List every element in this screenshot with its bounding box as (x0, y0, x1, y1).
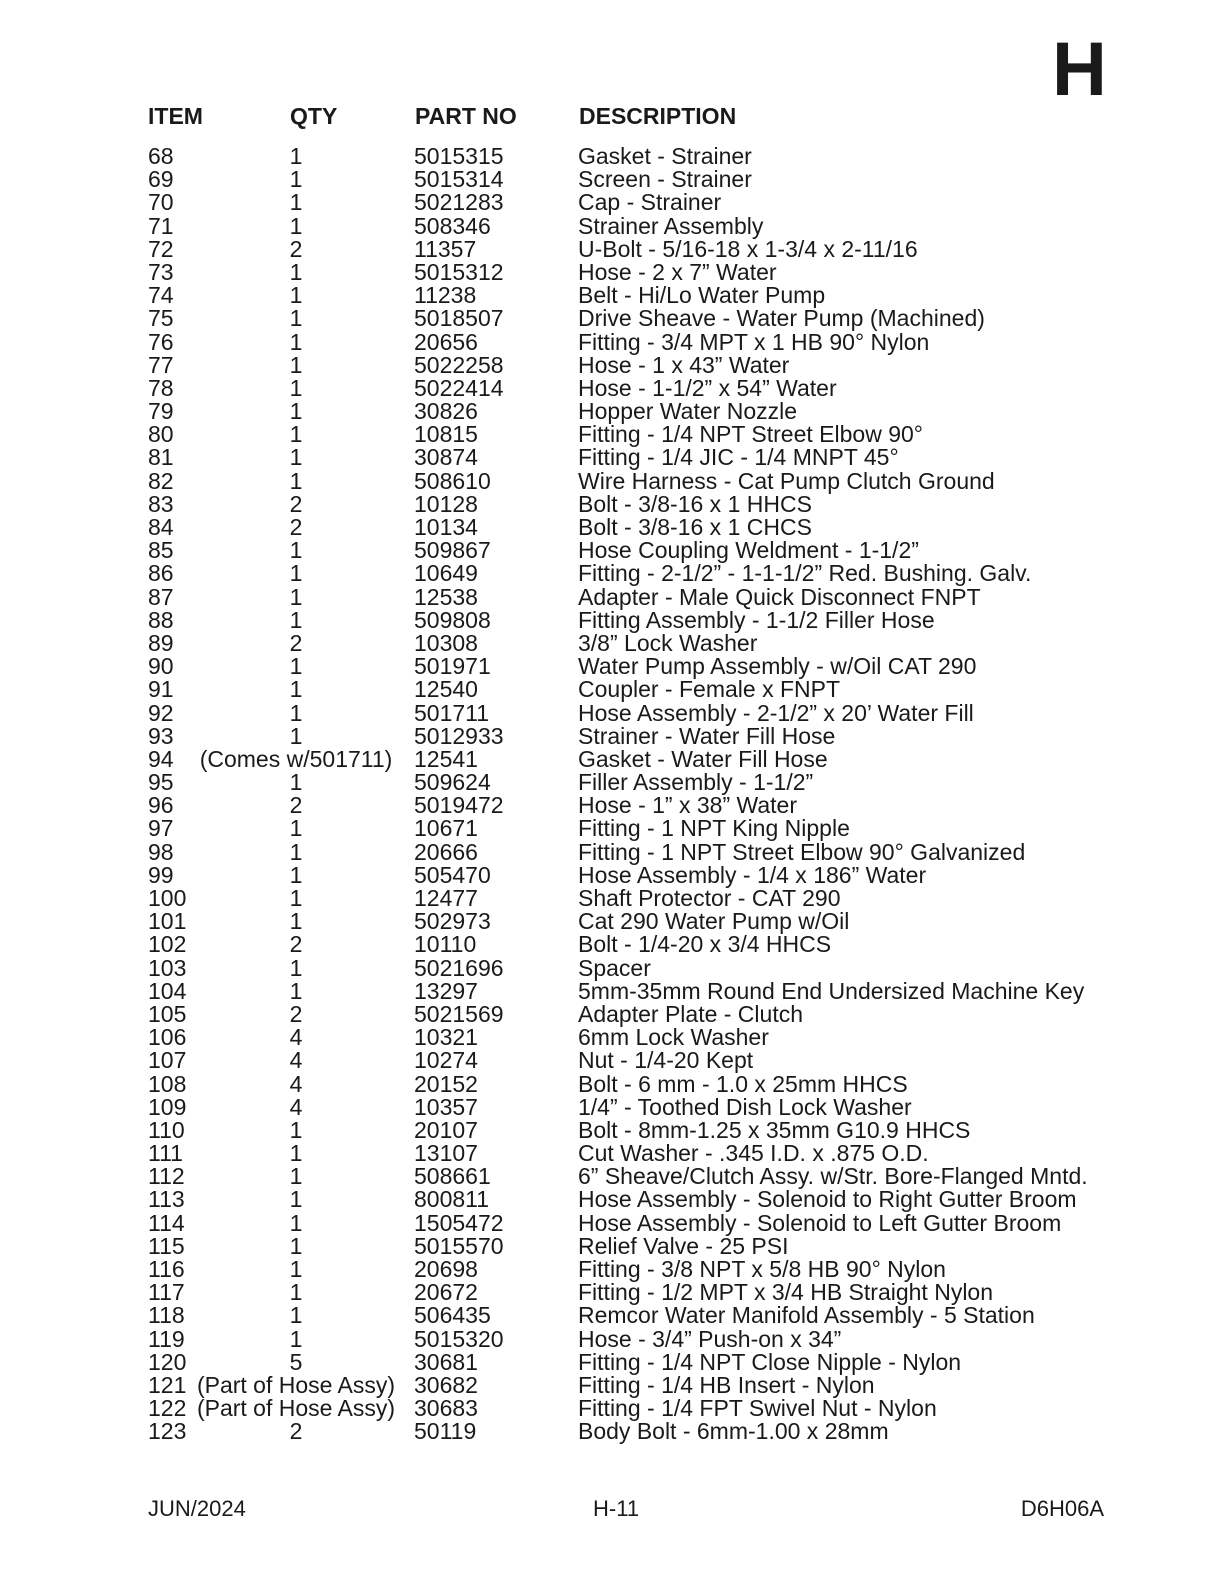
item-number: 113 (148, 1186, 185, 1213)
part-number: 506435 (414, 1302, 491, 1329)
item-number: 72 (148, 235, 174, 262)
part-number: 20672 (414, 1279, 478, 1306)
table-row (0, 1049, 1224, 1072)
qty-value: 1 (289, 699, 303, 726)
part-description: Bolt - 1/4-20 x 3/4 HHCS (578, 931, 832, 958)
table-row (0, 678, 1224, 701)
qty-value: (Part of Hose Assy) (196, 1395, 396, 1422)
qty-value: 1 (289, 467, 303, 494)
table-row (0, 933, 1224, 956)
part-number: 30682 (414, 1371, 478, 1398)
qty-value: 1 (289, 1256, 303, 1282)
table-row (0, 977, 1224, 1004)
part-description: Hopper Water Nozzle (578, 398, 798, 425)
item-number: 123 (148, 1418, 187, 1445)
part-description: 6” Sheave/Clutch Assy. w/Str. Bore-Flanged Mntd. (578, 1163, 1088, 1190)
part-description: 5mm-35mm Round End Undersized Machine Key (578, 977, 1085, 1004)
part-description: Fitting - 1/4 NPT Street Elbow 90° (578, 421, 923, 448)
item-number: 122 (148, 1395, 187, 1422)
qty-value: 2 (289, 1000, 303, 1027)
part-description: Hose Assembly - 2-1/2” x 20’ Water Fill (578, 699, 974, 726)
table-row (0, 1371, 1224, 1398)
part-number: 5015320 (414, 1325, 504, 1352)
table-row (0, 861, 1224, 888)
table-row (0, 817, 1224, 840)
part-number: 30683 (414, 1395, 478, 1422)
table-row (0, 168, 1224, 191)
footer-date: JUN/2024 (148, 1496, 246, 1521)
part-number: 30874 (414, 444, 478, 471)
item-number: 116 (148, 1256, 185, 1282)
item-number: 81 (148, 444, 174, 471)
qty-value: 1 (289, 305, 303, 332)
part-number: 11357 (414, 235, 477, 262)
part-description: Fitting - 1/2 MPT x 3/4 HB Straight Nylon (578, 1279, 994, 1306)
item-number: 117 (148, 1279, 185, 1306)
part-number: 20698 (414, 1256, 478, 1282)
table-row (0, 722, 1224, 749)
item-number: 70 (148, 189, 174, 216)
part-description: Hose - 2 x 7” Water (578, 258, 777, 285)
item-number: 79 (148, 398, 174, 425)
part-description: Strainer Assembly (578, 212, 764, 239)
part-description: Fitting - 1/4 JIC - 1/4 MNPT 45° (578, 444, 899, 471)
item-number: 114 (148, 1209, 185, 1236)
item-number: 96 (148, 792, 174, 819)
part-description: Fitting - 1/4 HB Insert - Nylon (578, 1371, 875, 1398)
part-description: Screen - Strainer (578, 166, 752, 193)
table-row (0, 887, 1224, 910)
part-number: 505470 (414, 861, 491, 888)
part-description: Fitting - 1/4 NPT Close Nipple - Nylon (578, 1348, 962, 1375)
qty-value: 1 (289, 653, 303, 680)
qty-value: 1 (289, 560, 303, 587)
table-row (0, 516, 1224, 539)
qty-value: 2 (289, 931, 303, 958)
table-row (0, 467, 1224, 494)
part-number: 13297 (414, 977, 478, 1004)
part-description: Cut Washer - .345 I.D. x .875 O.D. (578, 1140, 929, 1167)
table-row (0, 745, 1224, 772)
table-row (0, 655, 1224, 678)
table-row (0, 1026, 1224, 1049)
table-row (0, 629, 1224, 656)
item-number: 71 (148, 212, 174, 239)
part-description: Gasket - Strainer (578, 143, 752, 169)
part-description: U-Bolt - 5/16-18 x 1-3/4 x 2-11/16 (578, 235, 918, 262)
item-number: 76 (148, 328, 174, 355)
item-number: 103 (148, 954, 187, 981)
item-number: 109 (148, 1093, 187, 1120)
item-number: 84 (148, 514, 174, 540)
qty-value: 1 (289, 1279, 303, 1306)
part-description: Shaft Protector - CAT 290 (578, 885, 841, 911)
part-description: Bolt - 8mm-1.25 x 35mm G10.9 HHCS (578, 1116, 971, 1143)
item-number: 78 (148, 374, 174, 401)
qty-value: 1 (289, 606, 303, 633)
item-number: 105 (148, 1000, 187, 1027)
item-number: 108 (148, 1070, 187, 1097)
part-number: 10649 (414, 560, 478, 587)
item-number: 82 (148, 467, 174, 494)
item-number: 121 (148, 1371, 187, 1398)
part-description: Bolt - 6 mm - 1.0 x 25mm HHCS (578, 1070, 908, 1097)
part-description: Fitting - 2-1/2” - 1-1-1/2” Red. Bushing. Galv. (578, 560, 1032, 587)
item-number: 119 (148, 1325, 185, 1352)
item-number: 97 (148, 815, 174, 842)
item-number: 80 (148, 421, 174, 448)
part-number: 12540 (414, 676, 478, 703)
qty-value: 2 (289, 1418, 303, 1445)
table-row (0, 1304, 1224, 1327)
item-number: 90 (148, 653, 174, 680)
table-row (0, 1348, 1224, 1375)
part-number: 20152 (414, 1070, 478, 1097)
qty-value: 1 (289, 908, 303, 935)
part-number: 11238 (414, 282, 477, 309)
qty-value: 1 (289, 1302, 303, 1329)
item-number: 69 (148, 166, 174, 193)
qty-value: 1 (289, 212, 303, 239)
qty-value: 1 (289, 328, 303, 355)
table-row (0, 1281, 1224, 1304)
item-number: 102 (148, 931, 187, 958)
qty-value: 1 (289, 885, 303, 911)
item-number: 111 (148, 1140, 183, 1167)
part-description: Fitting - 3/4 MPT x 1 HB 90° Nylon (578, 328, 930, 355)
part-number: 10128 (414, 490, 478, 517)
item-number: 120 (148, 1348, 187, 1375)
table-row (0, 838, 1224, 865)
part-number: 10357 (414, 1093, 478, 1120)
table-row (0, 284, 1224, 307)
part-number: 20656 (414, 328, 478, 355)
item-number: 73 (148, 258, 174, 285)
column-header-part-no: PART NO (415, 103, 517, 129)
table-row (0, 328, 1224, 355)
item-number: 99 (148, 861, 174, 888)
qty-value: (Part of Hose Assy) (196, 1371, 396, 1398)
part-number: 5019472 (414, 792, 504, 819)
item-number: 89 (148, 629, 174, 656)
part-number: 5021696 (414, 954, 504, 981)
table-row (0, 351, 1224, 378)
part-description: Cat 290 Water Pump w/Oil (578, 908, 850, 935)
part-number: 10321 (414, 1024, 478, 1051)
qty-value: 2 (289, 514, 303, 540)
part-description: Nut - 1/4-20 Kept (578, 1047, 754, 1074)
table-row (0, 258, 1224, 285)
part-description: Water Pump Assembly - w/Oil CAT 290 (578, 653, 977, 680)
qty-value: 5 (289, 1348, 303, 1375)
footer-doc-code: D6H06A (1020, 1496, 1104, 1521)
table-row (0, 307, 1224, 330)
part-description: Body Bolt - 6mm-1.00 x 28mm (578, 1418, 889, 1445)
item-number: 112 (148, 1163, 185, 1190)
part-number: 5022414 (414, 374, 504, 401)
item-number: 74 (148, 282, 174, 309)
part-number: 5015570 (414, 1232, 504, 1259)
item-number: 68 (148, 143, 174, 169)
item-number: 83 (148, 490, 174, 517)
column-header-description: DESCRIPTION (579, 103, 737, 129)
table-row (0, 699, 1224, 726)
part-number: 13107 (414, 1140, 478, 1167)
item-number: 92 (148, 699, 174, 726)
part-description: Hose - 1 x 43” Water (578, 351, 790, 378)
table-row (0, 910, 1224, 933)
qty-value: 4 (289, 1047, 303, 1074)
part-description: Fitting - 3/8 NPT x 5/8 HB 90° Nylon (578, 1256, 946, 1282)
part-number: 10308 (414, 629, 478, 656)
part-description: Hose Assembly - Solenoid to Left Gutter Broom (578, 1209, 1062, 1236)
part-description: Fitting - 1 NPT Street Elbow 90° Galvanized (578, 838, 1026, 865)
item-number: 94 (148, 745, 174, 772)
part-number: 5015315 (414, 143, 504, 169)
part-number: 5018507 (414, 305, 504, 332)
part-description: Wire Harness - Cat Pump Clutch Ground (578, 467, 995, 494)
part-number: 12538 (414, 583, 478, 610)
item-number: 95 (148, 769, 174, 796)
part-description: Fitting - 1 NPT King Nipple (578, 815, 850, 842)
qty-value: 1 (289, 838, 303, 865)
column-header-item: ITEM (148, 103, 203, 129)
qty-value: 1 (289, 351, 303, 378)
item-number: 110 (148, 1116, 185, 1143)
part-number: 501711 (414, 699, 490, 726)
part-description: Belt - Hi/Lo Water Pump (578, 282, 826, 309)
part-number: 5022258 (414, 351, 504, 378)
item-number: 104 (148, 977, 187, 1004)
item-number: 77 (148, 351, 174, 378)
qty-value: 1 (289, 421, 303, 448)
part-number: 1505472 (414, 1209, 504, 1236)
part-number: 800811 (414, 1186, 490, 1213)
table-row (0, 1188, 1224, 1211)
part-description: Remcor Water Manifold Assembly - 5 Station (578, 1302, 1035, 1329)
part-number: 501971 (414, 653, 491, 680)
part-description: Relief Valve - 25 PSI (578, 1232, 789, 1259)
item-number: 100 (148, 885, 187, 911)
table-row (0, 1093, 1224, 1120)
part-description: Drive Sheave - Water Pump (Machined) (578, 305, 985, 332)
table-row (0, 1070, 1224, 1097)
table-row (0, 1209, 1224, 1236)
qty-value: 2 (289, 792, 303, 819)
qty-value: 1 (289, 166, 303, 193)
qty-value: 1 (289, 1209, 303, 1236)
part-description: Strainer - Water Fill Hose (578, 722, 836, 749)
section-letter: H (1052, 27, 1107, 112)
part-number: 509867 (414, 537, 491, 564)
item-number: 101 (148, 908, 187, 935)
item-number: 85 (148, 537, 174, 564)
qty-value: 1 (289, 444, 303, 471)
part-description: Gasket - Water Fill Hose (578, 745, 828, 772)
part-number: 12477 (414, 885, 478, 911)
table-row (0, 1258, 1224, 1281)
qty-value: 1 (289, 861, 303, 888)
qty-value: 1 (289, 1232, 303, 1259)
part-description: Hose Assembly - 1/4 x 186” Water (578, 861, 927, 888)
part-description: Cap - Strainer (578, 189, 722, 216)
table-row (0, 1397, 1224, 1420)
item-number: 106 (148, 1024, 187, 1051)
table-row (0, 1142, 1224, 1165)
table-row (0, 583, 1224, 610)
qty-value: 1 (289, 676, 303, 703)
qty-value: 1 (289, 954, 303, 981)
part-description: Bolt - 3/8-16 x 1 CHCS (578, 514, 812, 540)
part-number: 502973 (414, 908, 491, 935)
part-description: 3/8” Lock Washer (578, 629, 758, 656)
part-description: Adapter - Male Quick Disconnect FNPT (578, 583, 981, 610)
table-row (0, 490, 1224, 517)
item-number: 91 (148, 676, 174, 703)
table-row (0, 423, 1224, 446)
table-row (0, 145, 1224, 168)
qty-value: 1 (289, 1116, 303, 1143)
qty-value: 2 (289, 235, 303, 262)
part-number: 50119 (414, 1418, 477, 1445)
table-row (0, 771, 1224, 794)
qty-value: 1 (289, 1186, 303, 1213)
table-row (0, 374, 1224, 401)
qty-value: 1 (289, 815, 303, 842)
part-number: 20107 (414, 1116, 478, 1143)
item-number: 86 (148, 560, 174, 587)
part-number: 5012933 (414, 722, 504, 749)
part-description: Hose Assembly - Solenoid to Right Gutter Broom (578, 1186, 1077, 1213)
qty-value: (Comes w/501711) (199, 745, 393, 772)
table-row (0, 606, 1224, 633)
footer-page-number: H-11 (593, 1496, 640, 1521)
qty-value: 1 (289, 537, 303, 564)
qty-value: 1 (289, 1163, 303, 1190)
qty-value: 4 (289, 1024, 303, 1051)
qty-value: 1 (289, 189, 303, 216)
part-number: 10134 (414, 514, 478, 540)
table-row (0, 562, 1224, 585)
table-row (0, 1000, 1224, 1027)
qty-value: 1 (289, 143, 303, 169)
item-number: 75 (148, 305, 174, 332)
part-number: 5015314 (414, 166, 504, 193)
part-description: Filler Assembly - 1-1/2” (578, 769, 814, 796)
part-description: Fitting Assembly - 1-1/2 Filler Hose (578, 606, 935, 633)
table-row (0, 1165, 1224, 1188)
table-row (0, 1420, 1224, 1443)
table-row (0, 235, 1224, 262)
part-number: 508610 (414, 467, 491, 494)
qty-value: 1 (289, 722, 303, 749)
qty-value: 1 (289, 1325, 303, 1352)
qty-value: 2 (289, 629, 303, 656)
qty-value: 1 (289, 977, 303, 1004)
table-row (0, 446, 1224, 469)
part-number: 30681 (414, 1348, 478, 1375)
item-number: 88 (148, 606, 174, 633)
part-number: 509808 (414, 606, 491, 633)
table-row (0, 794, 1224, 817)
table-row (0, 212, 1224, 239)
qty-value: 4 (289, 1093, 303, 1120)
part-description: 6mm Lock Washer (578, 1024, 769, 1051)
qty-value: 1 (289, 769, 303, 796)
item-number: 93 (148, 722, 174, 749)
part-description: 1/4” - Toothed Dish Lock Washer (578, 1093, 912, 1120)
item-number: 115 (148, 1232, 185, 1259)
table-row (0, 191, 1224, 214)
part-number: 20666 (414, 838, 478, 865)
part-description: Fitting - 1/4 FPT Swivel Nut - Nylon (578, 1395, 937, 1422)
qty-value: 1 (289, 258, 303, 285)
part-description: Coupler - Female x FNPT (578, 676, 841, 703)
qty-value: 1 (289, 374, 303, 401)
item-number: 98 (148, 838, 174, 865)
part-number: 509624 (414, 769, 491, 796)
part-number: 30826 (414, 398, 478, 425)
part-description: Adapter Plate - Clutch (578, 1000, 804, 1027)
qty-value: 4 (289, 1070, 303, 1097)
qty-value: 1 (289, 282, 303, 309)
table-row (0, 1232, 1224, 1259)
part-number: 10110 (414, 931, 477, 958)
qty-value: 1 (289, 1140, 303, 1167)
part-number: 508346 (414, 212, 491, 239)
part-description: Hose - 1-1/2” x 54” Water (578, 374, 837, 401)
part-number: 5021283 (414, 189, 504, 216)
table-row (0, 539, 1224, 562)
part-number: 10815 (414, 421, 478, 448)
qty-value: 2 (289, 490, 303, 517)
part-description: Hose Coupling Weldment - 1-1/2” (578, 537, 919, 564)
part-description: Spacer (578, 954, 651, 981)
part-number: 10274 (414, 1047, 478, 1074)
column-header-qty: QTY (290, 103, 338, 129)
part-number: 5021569 (414, 1000, 504, 1027)
part-description: Hose - 3/4” Push-on x 34” (578, 1325, 842, 1352)
part-number: 5015312 (414, 258, 504, 285)
part-number: 508661 (414, 1163, 491, 1190)
table-row (0, 1116, 1224, 1143)
part-description: Hose - 1” x 38” Water (578, 792, 797, 819)
qty-value: 1 (289, 398, 303, 425)
qty-value: 1 (289, 583, 303, 610)
table-row (0, 954, 1224, 981)
part-number: 10671 (414, 815, 478, 842)
part-number: 12541 (414, 745, 478, 772)
table-row (0, 1325, 1224, 1352)
item-number: 87 (148, 583, 174, 610)
parts-table-body (0, 145, 1224, 1444)
item-number: 118 (148, 1302, 185, 1329)
item-number: 107 (148, 1047, 187, 1074)
table-row (0, 400, 1224, 423)
part-description: Bolt - 3/8-16 x 1 HHCS (578, 490, 812, 517)
